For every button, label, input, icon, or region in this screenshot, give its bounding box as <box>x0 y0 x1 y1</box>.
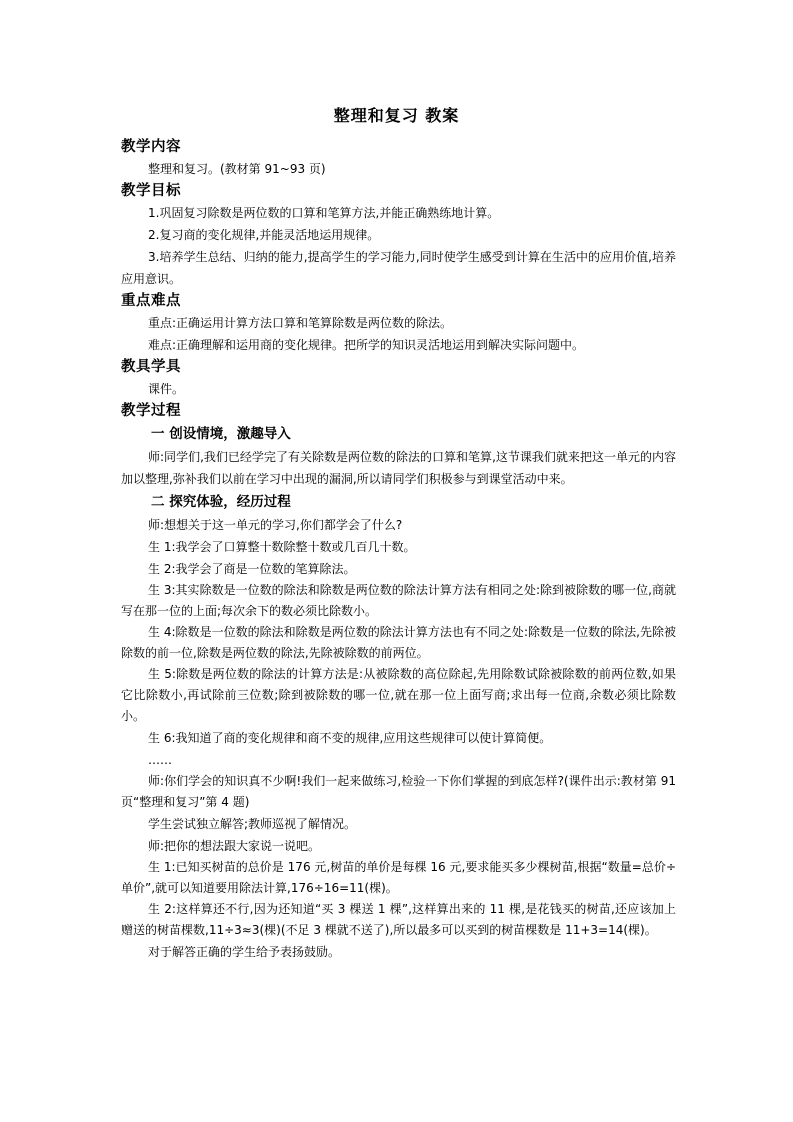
process-paragraph: 生 2:这样算还不行,因为还知道“买 3 棵送 1 棵”,这样算出来的 11 棵,是花钱买的树苗,还应该加上赠送的树苗棵数,11÷3≈3(棵)(不足 3 棵就不送了),所以最多可以买到的树苗棵数是 11+3=14(棵)。 <box>121 902 676 937</box>
section-paragraph: 1.巩固复习除数是两位数的口算和笔算方法,并能正确熟练地计算。 <box>148 206 500 220</box>
process-paragraph: 对于解答正确的学生给予表扬鼓励。 <box>148 945 341 959</box>
section-heading-objectives: 教学目标 <box>121 182 181 199</box>
process-paragraph: 学生尝试独立解答;教师巡视了解情况。 <box>148 817 357 831</box>
section-paragraph: 课件。 <box>148 382 185 396</box>
process-paragraph: 生 2:我学会了商是一位数的笔算除法。 <box>148 562 356 576</box>
process-paragraph: 生 5:除数是两位数的除法的计算方法是:从被除数的高位除起,先用除数试除被除数的前两位数,如果它比除数小,再试除前三位数;除到被除数的哪一位,就在那一位上面写商;求出每一位商,余数必须比除数小。 <box>121 667 676 723</box>
subsection-heading-intro: 一 创设情境，激趣导入 <box>151 426 291 442</box>
section-heading-content: 教学内容 <box>121 138 181 155</box>
document-body <box>121 136 676 963</box>
section-paragraph: 2.复习商的变化规律,并能灵活地运用规律。 <box>148 228 380 242</box>
page-title: 整理和复习 教案 <box>333 106 460 125</box>
section-paragraph: 3.培养学生总结、归纳的能力,提高学生的学习能力,同时使学生感受到计算在生活中的应用价值,培养应用意识。 <box>121 250 676 286</box>
section-heading-tools: 教具学具 <box>121 358 181 375</box>
subsection-heading-explore: 二 探究体验，经历过程 <box>151 494 291 510</box>
process-paragraph: 师:你们学会的知识真不少啊!我们一起来做练习,检验一下你们掌握的到底怎样?(课件出示:教材第 91 页“整理和复习”第 4 题) <box>121 774 676 809</box>
process-paragraph: 师:想想关于这一单元的学习,你们都学会了什么? <box>148 518 403 532</box>
section-paragraph: 整理和复习。(教材第 91~93 页) <box>148 162 326 176</box>
section-heading-process: 教学过程 <box>121 402 181 419</box>
process-paragraph: 生 1:我学会了口算整十数除整十数或几百几十数。 <box>148 540 416 554</box>
process-paragraph: 生 1:已知买树苗的总价是 176 元,树苗的单价是每棵 16 元,要求能买多少棵树苗,根据“数量=总价÷单价”,就可以知道要用除法计算,176÷16=11(棵)。 <box>121 860 676 895</box>
ellipsis-line: …… <box>148 753 172 767</box>
process-paragraph: 生 3:其实除数是一位数的除法和除数是两位数的除法计算方法有相同之处:除到被除数的哪一位,商就写在那一位的上面;每次余下的数必须比除数小。 <box>121 583 676 618</box>
section-paragraph: 难点:正确理解和运用商的变化规律。把所学的知识灵活地运用到解决实际问题中。 <box>148 338 585 352</box>
process-paragraph: 生 6:我知道了商的变化规律和商不变的规律,应用这些规律可以使计算简便。 <box>148 731 552 745</box>
process-paragraph: 生 4:除数是一位数的除法和除数是两位数的除法计算方法也有不同之处:除数是一位数的除法,先除被除数的前一位,除数是两位数的除法,先除被除数的前两位。 <box>121 625 676 660</box>
section-heading-key-points: 重点难点 <box>121 292 181 309</box>
process-paragraph: 师:把你的想法跟大家说一说吧。 <box>148 839 321 853</box>
section-paragraph: 重点:正确运用计算方法口算和笔算除数是两位数的除法。 <box>148 316 453 330</box>
process-paragraph: 师:同学们,我们已经学完了有关除数是两位数的除法的口算和笔算,这节课我们就来把这一单元的内容加以整理,弥补我们以前在学习中出现的漏洞,所以请同学们积极参与到课堂活动中来。 <box>121 450 676 486</box>
